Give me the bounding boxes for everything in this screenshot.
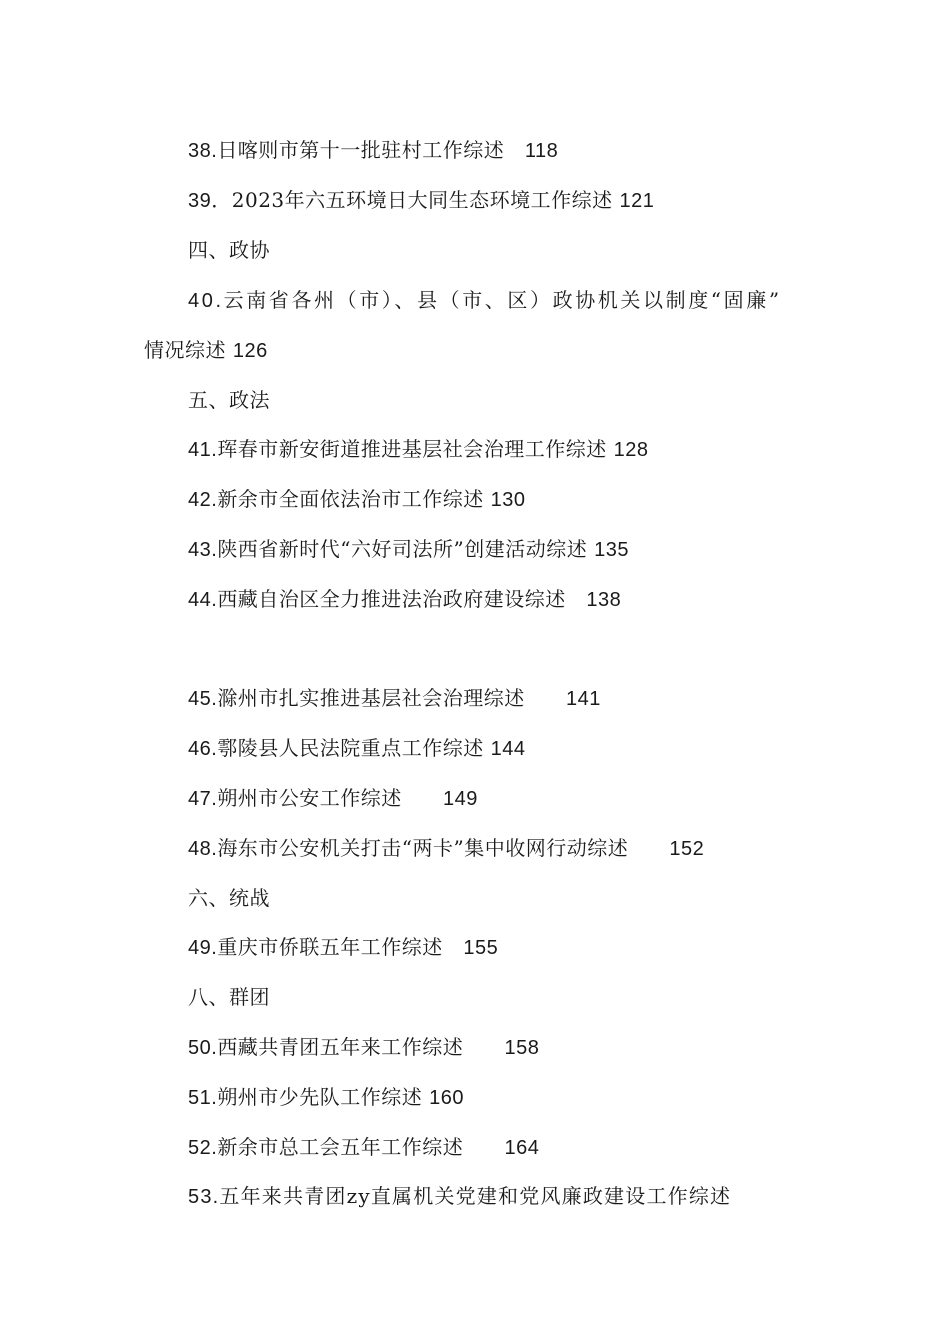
entry-number: 48. (188, 838, 218, 860)
toc-entry-50 (188, 1034, 539, 1061)
entry-gap (504, 138, 525, 162)
entry-title: 2023年六五环境日大同生态环境工作综述 (231, 188, 613, 212)
entry-page-number: 152 (669, 838, 705, 860)
entry-title: 西藏自治区全力推进法治政府建设综述 (217, 587, 566, 611)
entry-gap (443, 935, 464, 959)
toc-entry-49 (188, 934, 498, 961)
entry-page-number: 149 (442, 788, 478, 810)
section-heading-quntuan: 八、群团 (188, 985, 270, 1009)
entry-page-number: 155 (463, 937, 499, 959)
entry-number: 46. (188, 738, 218, 760)
toc-entry-43 (188, 536, 629, 563)
entry-number: 53. (188, 1186, 220, 1208)
toc-entry-46 (188, 735, 526, 762)
toc-entry-53 (188, 1183, 808, 1210)
entry-title: 西藏共青团五年来工作综述 (217, 1035, 464, 1059)
entry-number: 40. (188, 290, 224, 312)
entry-title: 五年来共青团zy直属机关党建和党风廉政建设工作综述 (219, 1184, 732, 1208)
entry-gap (525, 686, 566, 710)
entry-page-number: 130 (490, 489, 526, 511)
entry-number: 50. (188, 1037, 218, 1059)
toc-entry-51 (188, 1084, 464, 1111)
entry-number: 47. (188, 788, 218, 810)
toc-entry-40-continuation (144, 337, 268, 364)
toc-entry-47 (188, 785, 478, 812)
entry-page-number: 160 (429, 1087, 465, 1109)
entry-gap (226, 338, 233, 362)
entry-page-number: 121 (619, 190, 655, 212)
entry-gap (463, 1135, 504, 1159)
entry-title: 海东市公安机关打击“两卡”集中收网行动综述 (217, 836, 629, 860)
entry-gap (463, 1035, 504, 1059)
entry-number: 49. (188, 937, 218, 959)
entry-page-number: 141 (565, 688, 601, 710)
entry-page-number: 144 (490, 738, 526, 760)
entry-gap (402, 786, 443, 810)
entry-page-number: 118 (524, 140, 559, 162)
entry-number: 44. (188, 589, 218, 611)
entry-number: 42. (188, 489, 218, 511)
entry-number: 41. (188, 439, 218, 461)
toc-entry-38 (188, 137, 558, 164)
entry-title: 新余市总工会五年工作综述 (217, 1135, 464, 1159)
entry-title: 日喀则市第十一批驻村工作综述 (217, 138, 505, 162)
entry-page-number: 126 (232, 340, 268, 362)
entry-title: 滁州市扎实推进基层社会治理综述 (217, 686, 525, 710)
entry-page-number: 135 (594, 539, 629, 561)
entry-page-number: 138 (586, 589, 622, 611)
entry-number: 43. (188, 539, 218, 561)
entry-gap (484, 736, 491, 760)
entry-gap (607, 437, 614, 461)
entry-number: 39． (188, 190, 232, 212)
section-heading-tongzhan: 六、统战 (188, 886, 270, 910)
entry-title: 鄠陵县人民法院重点工作综述 (217, 736, 484, 760)
entry-title: 陕西省新时代“六好司法所”创建活动综述 (217, 537, 588, 561)
entry-title: 朔州市公安工作综述 (217, 786, 402, 810)
entry-number: 51. (188, 1087, 218, 1109)
toc-entry-48 (188, 835, 704, 862)
entry-page-number: 158 (504, 1037, 540, 1059)
toc-entry-42 (188, 486, 526, 513)
entry-title: 珲春市新安街道推进基层社会治理工作综述 (217, 437, 607, 461)
entry-gap (613, 188, 620, 212)
section-heading-zhengfa: 五、政法 (188, 388, 270, 412)
toc-entry-44 (188, 586, 621, 613)
entry-title: 重庆市侨联五年工作综述 (217, 935, 443, 959)
entry-gap (628, 836, 669, 860)
toc-entry-41 (188, 436, 649, 463)
entry-title: 朔州市少先队工作综述 (217, 1085, 423, 1109)
section-heading-zhengxie: 四、政协 (188, 238, 270, 262)
entry-title-continuation: 情况综述 (144, 338, 226, 362)
entry-number: 45. (188, 688, 218, 710)
entry-number: 38. (188, 140, 218, 162)
toc-entry-52 (188, 1134, 539, 1161)
entry-page-number: 128 (613, 439, 649, 461)
toc-entry-45 (188, 685, 601, 712)
entry-number: 52. (188, 1137, 218, 1159)
entry-title: 新余市全面依法治市工作综述 (217, 487, 484, 511)
entry-page-number: 164 (504, 1137, 540, 1159)
entry-gap (484, 487, 491, 511)
entry-gap (566, 587, 587, 611)
toc-entry-39 (188, 187, 654, 214)
toc-entry-40 (188, 287, 808, 314)
entry-title: 云南省各州（市）、县（市、区）政协机关以制度“固廉” (223, 288, 782, 312)
